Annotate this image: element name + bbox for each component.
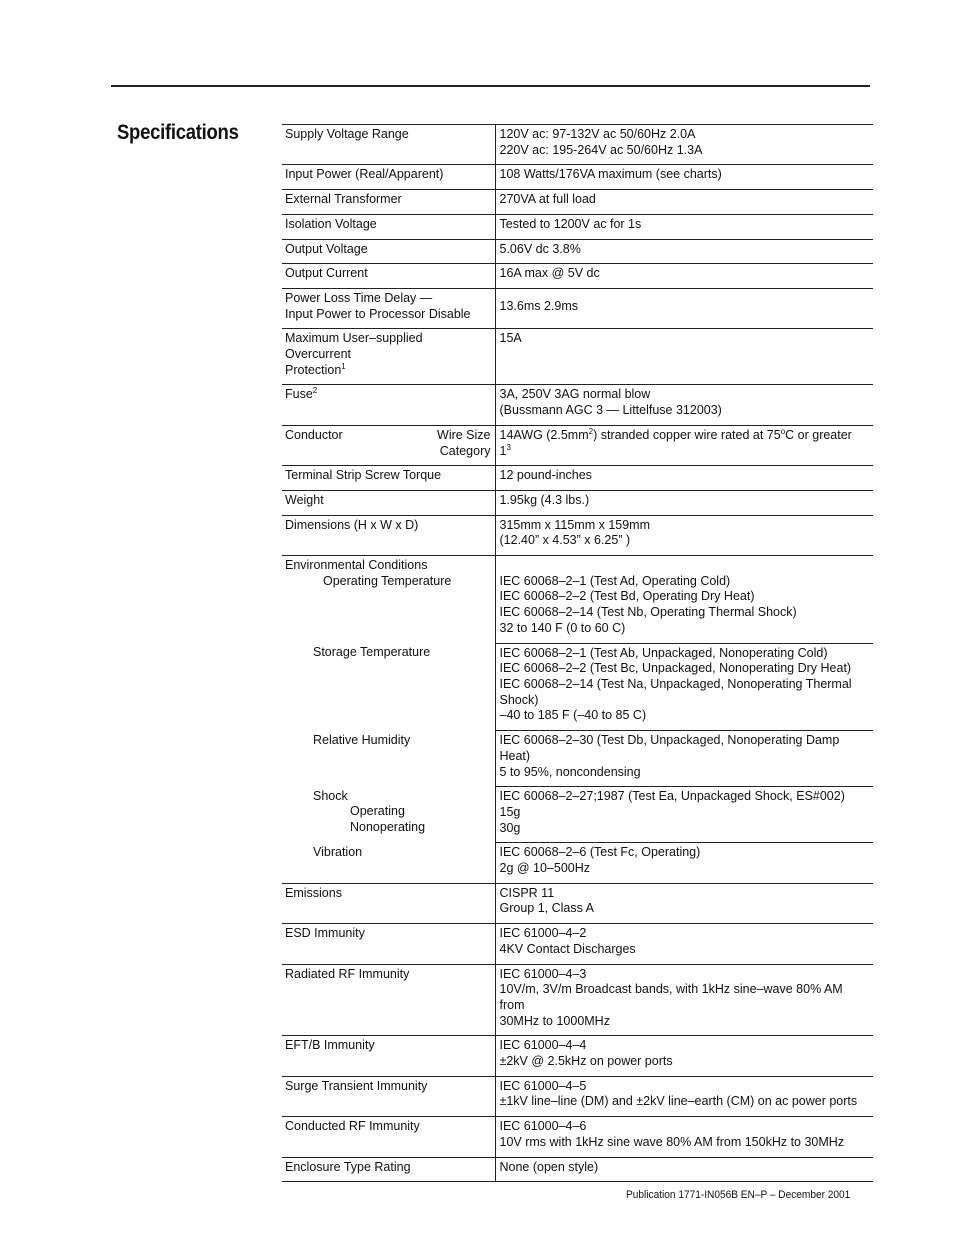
label-text: Conductor	[285, 427, 343, 442]
label-line: Shock	[313, 788, 348, 803]
spec-label	[282, 731, 495, 787]
spec-label: Surge Transient Immunity	[282, 1076, 495, 1116]
spec-label: ESD Immunity	[282, 924, 495, 964]
spec-label: Emissions	[282, 883, 495, 923]
value-line: IEC 60068–2–1 (Test Ad, Operating Cold)	[499, 573, 731, 588]
spec-label	[282, 288, 495, 328]
spec-label: Output Voltage	[282, 239, 495, 264]
value-line: IEC 61000–4–4	[499, 1038, 587, 1053]
value-line: –40 to 185 F (–40 to 85 C)	[499, 708, 647, 723]
spec-label	[282, 787, 495, 843]
header-rule	[111, 85, 870, 87]
specifications-table	[282, 124, 873, 1182]
value-text: 14AWG (2.5mm	[499, 427, 589, 442]
spec-row-operating-temp	[282, 556, 873, 644]
label-line: Storage Temperature	[313, 645, 431, 660]
value-line: 32 to 140 F (0 to 60 C)	[499, 620, 626, 635]
footnote-ref: 3	[506, 442, 511, 452]
spec-row-radiated-rf	[282, 964, 873, 1036]
spec-label	[282, 329, 495, 385]
value-line: IEC 60068–2–1 (Test Ab, Unpackaged, Nonoperating Cold)	[499, 645, 828, 660]
spec-row-eft	[282, 1036, 873, 1076]
spec-label: Conducted RF Immunity	[282, 1117, 495, 1157]
spec-value: 13.6ms 2.9ms	[495, 288, 873, 328]
spec-row-emissions	[282, 883, 873, 923]
value-line: (Bussmann AGC 3 — Littelfuse 312003)	[499, 403, 722, 418]
value-line: IEC 60068–2–14 (Test Na, Unpackaged, Nonoperating Thermal Shock)	[499, 676, 852, 707]
footnote-ref: 2	[312, 386, 318, 396]
spec-row-vibration	[282, 843, 873, 883]
label-line: Vibration	[313, 844, 363, 859]
value-line: ±2kV @ 2.5kHz on power ports	[499, 1054, 673, 1069]
value-line: IEC 60068–2–6 (Test Fc, Operating)	[499, 845, 701, 860]
spec-row-supply-voltage	[282, 125, 873, 165]
spec-value	[495, 643, 873, 731]
spec-value	[495, 883, 873, 923]
value-line: Group 1, Class A	[499, 901, 594, 916]
spec-label: Terminal Strip Screw Torque	[282, 466, 495, 491]
value-line: 4KV Contact Discharges	[499, 941, 636, 956]
spec-row-esd	[282, 924, 873, 964]
value-text: 1	[499, 443, 507, 458]
value-text: ) stranded copper wire rated at 75	[593, 427, 781, 442]
spec-value: None (open style)	[495, 1157, 873, 1182]
spec-value	[495, 425, 873, 465]
value-line: IEC 60068–2–14 (Test Nb, Operating Thermal Shock)	[499, 605, 797, 620]
label-line: Protection	[285, 362, 342, 377]
label-line: Power Loss Time Delay —	[285, 290, 433, 305]
spec-row-conducted-rf	[282, 1117, 873, 1157]
label-text: Fuse	[285, 387, 313, 402]
value-line: IEC 61000–4–3	[499, 966, 587, 981]
spec-value	[495, 964, 873, 1036]
spec-row-storage-temp	[282, 643, 873, 731]
spec-value	[495, 125, 873, 165]
label-line: Operating	[350, 804, 405, 819]
spec-value	[495, 787, 873, 843]
label-line: Environmental Conditions	[285, 558, 428, 573]
spec-value: 15A	[495, 329, 873, 385]
section-heading: Specifications	[117, 121, 239, 144]
value-line: IEC 61000–4–6	[499, 1119, 587, 1134]
label-text: Category	[439, 443, 491, 458]
value-line	[500, 444, 870, 460]
value-line: IEC 60068–2–2 (Test Bd, Operating Dry Heat)	[499, 589, 755, 604]
spec-row-dimensions	[282, 515, 873, 555]
label-text: Wire Size	[437, 427, 491, 442]
spec-value	[495, 1076, 873, 1116]
spec-row-shock	[282, 787, 873, 843]
spec-row-external-transformer	[282, 190, 873, 215]
spec-value	[495, 1117, 873, 1157]
spec-label: Output Current	[282, 264, 495, 289]
spec-row-fuse	[282, 385, 873, 425]
label-line: Nonoperating	[350, 820, 426, 835]
spec-value	[495, 385, 873, 425]
spec-label	[282, 425, 495, 465]
label-line: Maximum User–supplied Overcurrent	[285, 331, 423, 362]
spec-value: 270VA at full load	[495, 190, 873, 215]
value-line: IEC 60068–2–27;1987 (Test Ea, Unpackaged Shock, ES#002)	[499, 789, 845, 804]
spec-row-output-current	[282, 264, 873, 289]
spec-value: 5.06V dc 3.8%	[495, 239, 873, 264]
spec-row-overcurrent	[282, 329, 873, 385]
value-line: 5 to 95%, noncondensing	[499, 764, 641, 779]
degree-mark: o	[780, 426, 786, 436]
spec-label: Weight	[282, 490, 495, 515]
spec-value: 12 pound-inches	[495, 466, 873, 491]
spec-label	[282, 643, 495, 731]
spec-row-power-loss-delay	[282, 288, 873, 328]
value-line: 220V ac: 195-264V ac 50/60Hz 1.3A	[499, 142, 703, 157]
value-line: 30g	[499, 820, 521, 835]
spec-label: External Transformer	[282, 190, 495, 215]
spec-value	[495, 556, 873, 644]
spec-row-output-voltage	[282, 239, 873, 264]
publication-footer: Publication 1771-IN056B EN–P – December 2001	[626, 1189, 851, 1201]
spec-row-surge	[282, 1076, 873, 1116]
spec-label: Input Power (Real/Apparent)	[282, 165, 495, 190]
value-line	[500, 428, 870, 444]
value-line: IEC 60068–2–2 (Test Bc, Unpackaged, Nonoperating Dry Heat)	[499, 661, 852, 676]
spec-label: Radiated RF Immunity	[282, 964, 495, 1036]
spec-row-input-power	[282, 165, 873, 190]
spec-label: Isolation Voltage	[282, 214, 495, 239]
value-line: 3A, 250V 3AG normal blow	[499, 387, 651, 402]
label-line: Input Power to Processor Disable	[285, 306, 471, 321]
value-line: 315mm x 115mm x 159mm	[499, 517, 651, 532]
value-line: CISPR 11	[499, 885, 555, 900]
value-line: IEC 61000–4–5	[499, 1078, 587, 1093]
spec-row-weight	[282, 490, 873, 515]
value-text: C or greater	[785, 427, 852, 442]
spec-value	[495, 1036, 873, 1076]
spec-label	[282, 385, 495, 425]
spec-row-humidity	[282, 731, 873, 787]
value-line: 10V/m, 3V/m Broadcast bands, with 1kHz sine–wave 80% AM from	[499, 982, 843, 1012]
value-line: 120V ac: 97-132V ac 50/60Hz 2.0A	[499, 127, 696, 141]
footnote-ref: 1	[341, 361, 346, 371]
spec-value	[495, 843, 873, 883]
value-line: 2g @ 10–500Hz	[499, 861, 591, 876]
spec-label	[282, 843, 495, 883]
spec-label: EFT/B Immunity	[282, 1036, 495, 1076]
spec-value: 108 Watts/176VA maximum (see charts)	[495, 165, 873, 190]
spec-label: Dimensions (H x W x D)	[282, 515, 495, 555]
spec-row-enclosure	[282, 1157, 873, 1182]
value-line: (12.40” x 4.53” x 6.25” )	[499, 533, 631, 548]
superscript: 2	[588, 426, 594, 436]
value-line: IEC 60068–2–30 (Test Db, Unpackaged, Nonoperating Damp Heat)	[499, 733, 840, 763]
value-line: 10V rms with 1kHz sine wave 80% AM from 150kHz to 30MHz	[499, 1134, 845, 1149]
label-line: Operating Temperature	[323, 573, 452, 588]
spec-label: Enclosure Type Rating	[282, 1157, 495, 1182]
value-line: 30MHz to 1000MHz	[499, 1013, 610, 1028]
spec-value: 16A max @ 5V dc	[495, 264, 873, 289]
spec-label	[282, 556, 495, 644]
spec-label: Supply Voltage Range	[282, 125, 495, 165]
spec-row-conductor	[282, 425, 873, 465]
value-line: IEC 61000–4–2	[499, 926, 587, 941]
spec-value: 1.95kg (4.3 lbs.)	[495, 490, 873, 515]
spec-row-torque	[282, 466, 873, 491]
spec-row-isolation-voltage	[282, 214, 873, 239]
label-line: Relative Humidity	[313, 732, 411, 747]
spec-value	[495, 924, 873, 964]
spec-value: Tested to 1200V ac for 1s	[495, 214, 873, 239]
spec-value	[495, 731, 873, 787]
value-line: ±1kV line–line (DM) and ±2kV line–earth (CM) on ac power ports	[499, 1094, 858, 1109]
value-line: 15g	[499, 804, 521, 819]
spec-value	[495, 515, 873, 555]
